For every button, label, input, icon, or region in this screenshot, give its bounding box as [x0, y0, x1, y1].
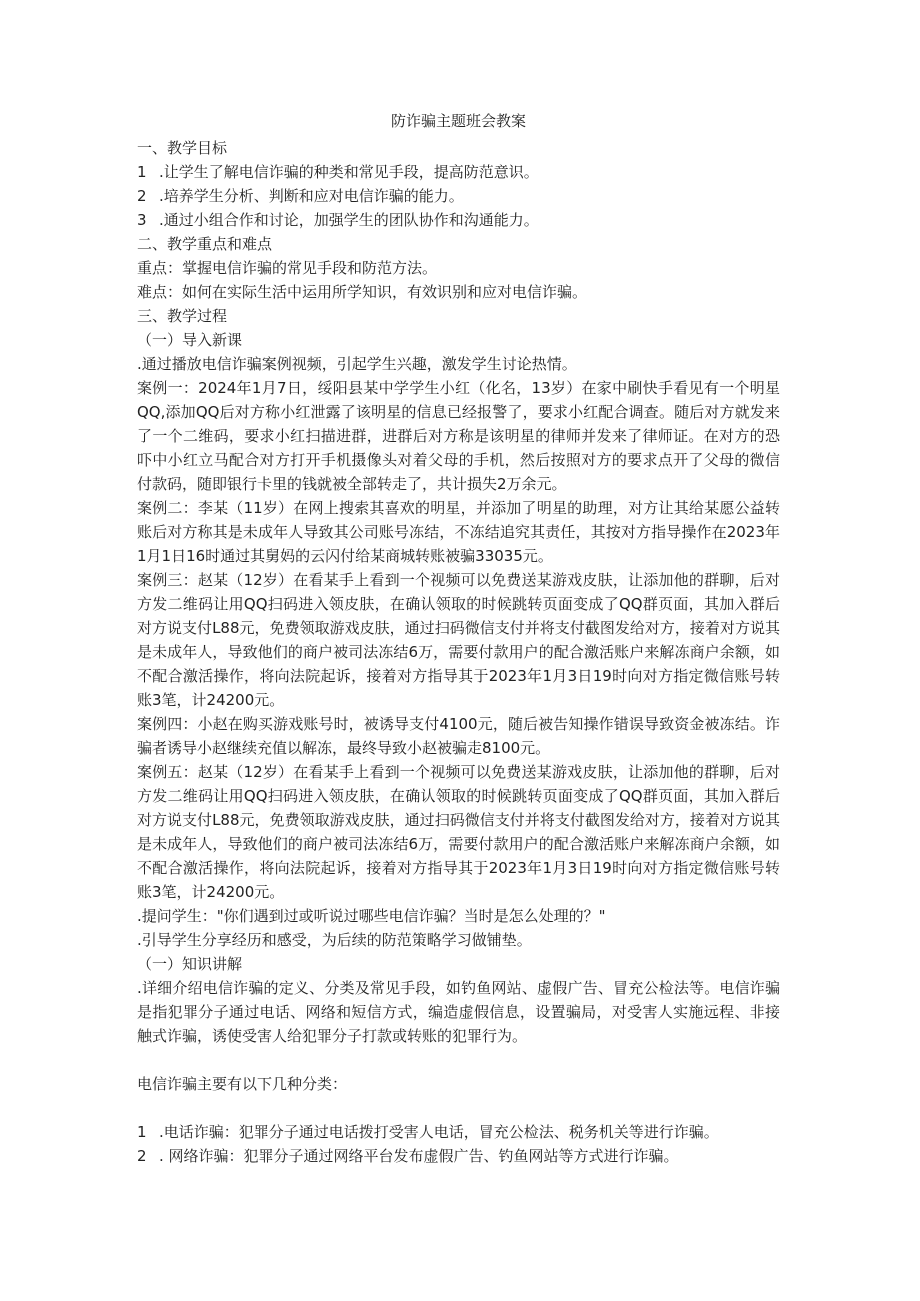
- objective-item: [137, 160, 780, 184]
- objective-number: 3: [137, 211, 147, 229]
- spacer: [137, 1048, 780, 1072]
- category-text: .电话诈骗：犯罪分子通过电话拨打受害人电话，冒充公检法、税务机关等进行诈骗。: [159, 1123, 719, 1141]
- objective-text: .通过小组合作和讨论，加强学生的团队协作和沟通能力。: [159, 211, 539, 229]
- case-three-paragraph: 案例三：赵某（12岁）在看某手上看到一个视频可以免费送某游戏皮肤，让添加他的群聊，后对方发二维码让用QQ扫码进入领皮肤，在确认领取的时候跳转页面变成了QQ群页面，其加入群后对方说支付L88元，免费领取游戏皮肤，通过扫码微信支付并将支付截图发给对方，接着对方说其是未成年人，导致他们的商户被司法冻结6万，需要付款用户的配合激活账户来解冻商户余额，如不配合激活操作，将向法院起诉，接着对方指导其于2023年1月3日19时向对方指定微信账号转账3笔，计24200元。: [137, 571, 780, 709]
- category-text: . 网络诈骗：犯罪分子通过网络平台发布虚假广告、钓鱼网站等方式进行诈骗。: [159, 1147, 679, 1165]
- case-four-paragraph: 案例四：小赵在购买游戏账号时，被诱导支付4100元，随后被告知操作错误导致资金被冻结。诈骗者诱导小赵继续充值以解冻，最终导致小赵被骗走8100元。: [137, 715, 780, 757]
- case-one-paragraph: 案例一：2024年1月7日，绥阳县某中学学生小红（化名，13岁）在家中刷快手看见有一个明星QQ,添加QQ后对方称小红泄露了该明星的信息已经报警了，要求小红配合调查。随后对方就发来了一个二维码，要求小红扫描进群，进群后对方称是该明星的律师并发来了律师证。在对方的恐吓中小红立马配合对方打开手机摄像头对着父母的手机，然后按照对方的要求点开了父母的微信付款码，随即银行卡里的钱就被全部转走了，共计损失2万余元。: [137, 379, 780, 493]
- spacer: [137, 1096, 780, 1120]
- section1-heading: 一、教学目标: [137, 139, 228, 157]
- objective-number: 1: [137, 163, 147, 181]
- section2-heading: 二、教学重点和难点: [137, 235, 273, 253]
- category-item: [137, 1120, 780, 1144]
- objective-text: .让学生了解电信诈骗的种类和常见手段，提高防范意识。: [159, 163, 539, 181]
- section3-heading: 三、教学过程: [137, 307, 228, 325]
- key-point: 重点：掌握电信诈骗的常见手段和防范方法。: [137, 259, 438, 277]
- objective-number: 2: [137, 187, 147, 205]
- explanation-paragraph: .详细介绍电信诈骗的定义、分类及常见手段，如钓鱼网站、虚假广告、冒充公检法等。电信诈骗是指犯罪分子通过电话、网络和短信方式，编造虚假信息，设置骗局，对受害人实施远程、非接触式诈骗，诱使受害人给犯罪分子打款或转账的犯罪行为。: [137, 979, 780, 1045]
- objective-item: [137, 208, 780, 232]
- question-paragraph: .提问学生："你们遇到过或听说过哪些电信诈骗？当时是怎么处理的？": [137, 907, 606, 925]
- case-two-paragraph: 案例二：李某（11岁）在网上搜索其喜欢的明星，并添加了明星的助理，对方让其给某愿公益转账后对方称其是未成年人导致其公司账号冻结，不冻结追究其责任，其按对方指导操作在2023年1月1日16时通过其舅妈的云闪付给某商城转账被骗33035元。: [137, 499, 780, 565]
- category-number: 1: [137, 1123, 147, 1141]
- guide-paragraph: .引导学生分享经历和感受，为后续的防范策略学习做铺垫。: [137, 931, 532, 949]
- case-five-paragraph: 案例五：赵某（12岁）在看某手上看到一个视频可以免费送某游戏皮肤，让添加他的群聊，后对方发二维码让用QQ扫码进入领皮肤，在确认领取的时候跳转页面变成了QQ群页面，其加入群后对方说支付L88元，免费领取游戏皮肤，通过扫码微信支付并将支付截图发给对方，接着对方说其是未成年人，导致他们的商户被司法冻结6万，需要付款用户的配合激活账户来解冻商户余额，如不配合激活操作，将向法院起诉，接着对方指导其于2023年1月3日19时向对方指定微信账号转账3笔，计24200元。: [137, 763, 780, 901]
- intro-paragraph: .通过播放电信诈骗案例视频，引起学生兴趣，激发学生讨论热情。: [137, 355, 577, 373]
- category-intro: 电信诈骗主要有以下几种分类：: [137, 1075, 348, 1093]
- category-number: 2: [137, 1147, 147, 1165]
- objective-item: [137, 184, 780, 208]
- document-title: 防诈骗主题班会教案: [390, 112, 526, 130]
- difficulty-point: 难点：如何在实际生活中运用所学知识，有效识别和应对电信诈骗。: [137, 283, 588, 301]
- subsection-knowledge-heading: （一）知识讲解: [137, 955, 243, 973]
- subsection-intro-heading: （一）导入新课: [137, 331, 243, 349]
- objective-text: .培养学生分析、判断和应对电信诈骗的能力。: [159, 187, 464, 205]
- category-item: [137, 1144, 780, 1168]
- document-content: [137, 109, 780, 1168]
